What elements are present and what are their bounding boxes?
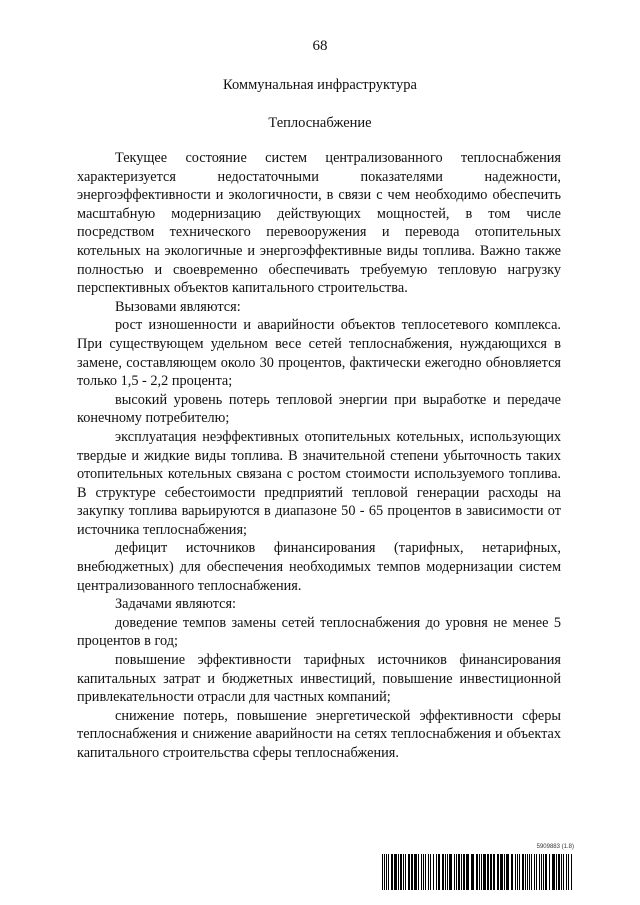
barcode-block — [382, 838, 574, 894]
paragraph: эксплуатация неэффективных отопительных котельных, использующих твердые и жидкие виды топлива. В значительной степени убыточность таких отопительных котельных связана с ростом стоимости используемого топлива. В структуре себестоимости предприятий тепловой генерации расходы на закупку топлива варьируются в диапазоне 50 - 65 процентов в зависимости от источника теплоснабжения; — [77, 428, 561, 538]
paragraph: Вызовами являются: — [115, 298, 241, 315]
paragraph: снижение потерь, повышение энергетической эффективности сферы теплоснабжения и снижение аварийности на сетях теплоснабжения и объектах капитального строительства сферы теплоснабжения. — [77, 707, 561, 761]
barcode-image — [382, 854, 574, 890]
paragraph: повышение эффективности тарифных источников финансирования капитальных затрат и бюджетных инвестиций, повышение инвестиционной привлекательности отрасли для частных компаний; — [77, 652, 561, 706]
paragraph: Текущее состояние систем централизованного теплоснабжения характеризуется недостаточными показателями надежности, энергоэффективности и экологичности, в связи с чем необходимо обеспечить масштабную модернизацию действующих мощностей, в том числе посредством технического перевооружения и перевода отопительных котельных на экологичные и энергоэффективные виды топлива. Важно также полностью и своевременно обеспечивать требуемую тепловую нагрузку перспективных объектов капитального строительства. — [77, 150, 561, 297]
page-number: 68 — [312, 38, 328, 54]
paragraph: дефицит источников финансирования (тарифных, нетарифных, внебюджетных) для обеспечения необходимых темпов модернизации систем централизованного теплоснабжения. — [77, 540, 561, 594]
section-heading: Коммунальная инфраструктура — [223, 77, 417, 93]
paragraph: доведение темпов замены сетей теплоснабжения до уровня не менее 5 процентов в год; — [77, 614, 561, 650]
paragraph: Задачами являются: — [115, 596, 237, 613]
barcode-number: 5909883 (1.8) — [536, 844, 574, 850]
paragraph: рост изношенности и аварийности объектов теплосетевого комплекса. При существующем удельном весе сетей теплоснабжения, нуждающихся в замене, составляющем около 30 процентов, фактически ежегодно обновляется только 1,5 - 2,2 процента; — [77, 317, 561, 390]
paragraph: высокий уровень потерь тепловой энергии при выработке и передаче конечному потребителю; — [77, 391, 561, 427]
subsection-heading: Теплоснабжение — [268, 115, 372, 131]
document-body — [77, 149, 561, 763]
